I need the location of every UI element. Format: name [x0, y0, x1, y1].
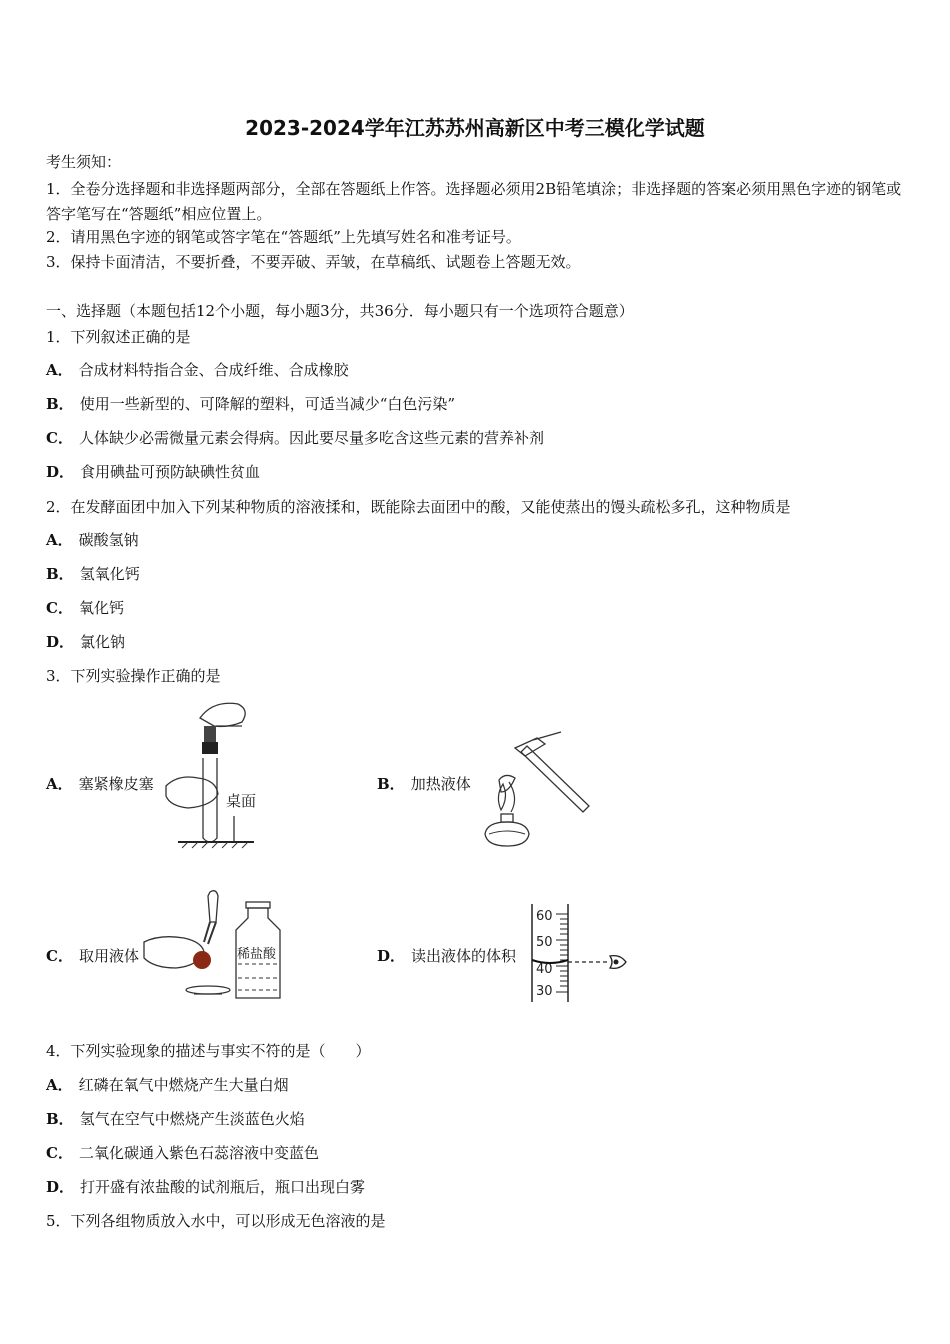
option-label: B．: [46, 565, 74, 583]
option-label: D．: [46, 463, 75, 481]
question-1-option-d: [46, 462, 260, 482]
scale-label-50: 50: [536, 935, 553, 950]
question-2-option-a: [46, 530, 139, 550]
option-text: 加热液体: [410, 775, 471, 793]
option-text: 氢气在空气中燃烧产生淡蓝色火焰: [79, 1110, 305, 1128]
option-label: A．: [46, 1076, 73, 1094]
option-label: D．: [46, 633, 75, 651]
option-text: 氯化钠: [80, 633, 126, 651]
option-label: B．: [46, 395, 74, 413]
figure-cylinder-reading: [528, 902, 632, 1006]
question-5-stem: 5．下列各组物质放入水中，可以形成无色溶液的是: [46, 1212, 386, 1230]
question-4-option-b: [46, 1109, 305, 1129]
option-text: 取用液体: [78, 947, 139, 965]
question-1-stem: 1．下列叙述正确的是: [46, 328, 191, 346]
option-label: C．: [46, 947, 73, 965]
question-3-option-a: [46, 774, 154, 794]
question-3-option-b: [377, 774, 471, 794]
question-3-option-c: [46, 946, 139, 966]
question-4-stem: 4．下列实验现象的描述与事实不符的是（ ）: [46, 1042, 371, 1060]
option-label: D．: [377, 947, 406, 965]
option-label: C．: [46, 599, 73, 617]
option-text: 人体缺少必需微量元素会得病。因此要尽量多吃含这些元素的营养补剂: [78, 429, 544, 447]
notice-item-1: 1．全卷分选择题和非选择题两部分，全部在答题纸上作答。选择题必须用2B铅笔填涂；非选择题的答案必须用黑色字迹的钢笔或答字笔写在“答题纸”相应位置上。: [46, 180, 902, 223]
option-label: D．: [46, 1178, 75, 1196]
option-text: 氢氧化钙: [79, 565, 140, 583]
scale-label-30: 30: [536, 984, 553, 999]
scale-label-40: 40: [536, 962, 553, 977]
option-text: 红磷在氧气中燃烧产生大量白烟: [78, 1076, 289, 1094]
option-text: 塞紧橡皮塞: [78, 775, 154, 793]
figure-label-table: 桌面: [226, 792, 257, 810]
option-text: 二氧化碳通入紫色石蕊溶液中变蓝色: [78, 1144, 319, 1162]
option-label: C．: [46, 429, 73, 447]
page-title: 2023-2024学年江苏苏州高新区中考三模化学试题: [245, 116, 705, 140]
figure-heating-liquid: [475, 730, 595, 855]
question-2-option-c: [46, 598, 124, 618]
section-heading: 一、选择题（本题包括12个小题，每小题3分，共36分．每小题只有一个选项符合题意）: [46, 302, 634, 320]
question-4-option-a: [46, 1075, 289, 1095]
option-text: 打开盛有浓盐酸的试剂瓶后，瓶口出现白雾: [80, 1178, 366, 1196]
question-3-stem: 3．下列实验操作正确的是: [46, 667, 221, 685]
notice-heading: 考生须知：: [46, 153, 122, 171]
figure-label-bottle: 稀盐酸: [237, 947, 277, 962]
option-text: 使用一些新型的、可降解的塑料，可适当减少“白色污染”: [79, 395, 456, 413]
question-2-option-d: [46, 632, 125, 652]
question-3-option-d: [377, 946, 516, 966]
question-2-stem: 2．在发酵面团中加入下列某种物质的溶液揉和，既能除去面团中的酸，又能使蒸出的馒头疏松多孔，这种物质是: [46, 498, 791, 516]
option-text: 氧化钙: [78, 599, 124, 617]
figure-insert-stopper: [158, 698, 268, 858]
question-2-option-b: [46, 564, 140, 584]
option-label: C．: [46, 1144, 73, 1162]
figure-taking-liquid: [140, 886, 285, 1004]
option-label: A．: [46, 531, 73, 549]
option-label: A．: [46, 775, 73, 793]
question-1-option-a: [46, 360, 349, 380]
question-1-option-c: [46, 428, 544, 448]
option-label: B．: [46, 1110, 74, 1128]
option-text: 合成材料特指合金、合成纤维、合成橡胶: [78, 361, 349, 379]
option-text: 读出液体的体积: [411, 947, 517, 965]
option-text: 碳酸氢钠: [78, 531, 139, 549]
question-1-option-b: [46, 394, 455, 414]
question-4-option-c: [46, 1143, 319, 1163]
question-4-option-d: [46, 1177, 365, 1197]
option-text: 食用碘盐可预防缺碘性贫血: [80, 463, 261, 481]
notice-item-2: 2．请用黑色字迹的钢笔或答字笔在“答题纸”上先填写姓名和准考证号。: [46, 228, 521, 246]
scale-label-60: 60: [536, 909, 553, 924]
notice-item-3: 3．保持卡面清洁，不要折叠，不要弄破、弄皱，在草稿纸、试题卷上答题无效。: [46, 253, 581, 271]
option-label: B．: [377, 775, 405, 793]
option-label: A．: [46, 361, 73, 379]
